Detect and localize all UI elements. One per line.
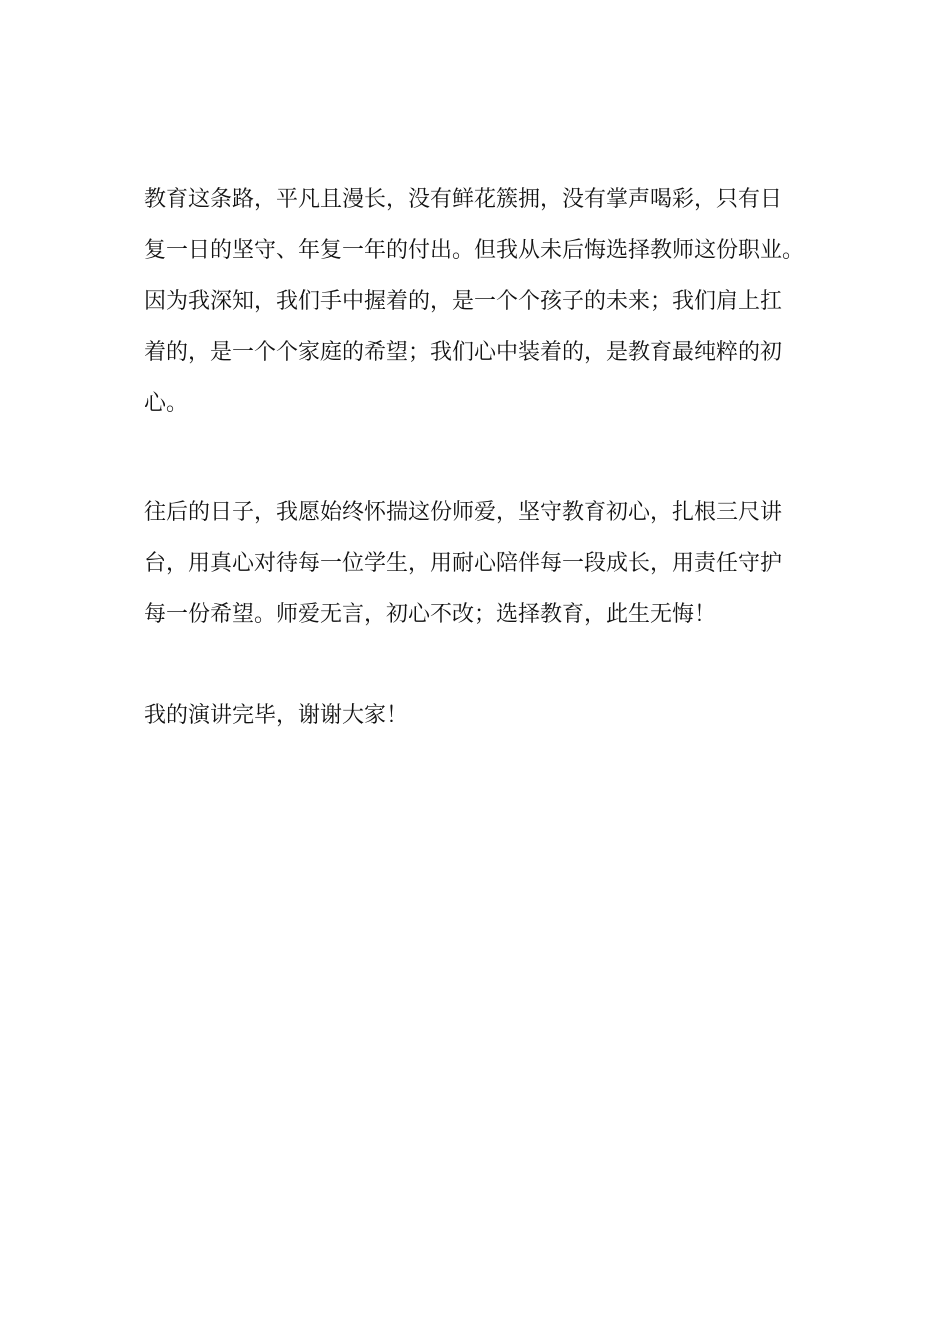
- text-line: 台，用真心对待每一位学生，用耐心陪伴每一段成长，用责任守护: [144, 551, 783, 576]
- paragraph-spacer: [144, 435, 824, 493]
- paragraph-1: [144, 180, 824, 435]
- paragraph-spacer: [144, 646, 824, 696]
- text-line: 因为我深知，我们手中握着的，是一个个孩子的未来；我们肩上扛: [144, 289, 783, 314]
- text-line: 心。: [144, 391, 189, 416]
- text-line: 每一份希望。师爱无言，初心不改；选择教育，此生无悔！: [144, 602, 717, 627]
- text-line: 复一日的坚守、年复一年的付出。但我从未后悔选择教师这份职业。: [144, 238, 805, 263]
- document-body: [144, 180, 824, 747]
- text-line: 我的演讲完毕，谢谢大家！: [144, 703, 409, 728]
- paragraph-3: [144, 696, 824, 747]
- paragraph-2: [144, 493, 824, 646]
- text-line: 着的，是一个个家庭的希望；我们心中装着的，是教育最纯粹的初: [144, 340, 783, 365]
- text-line: 往后的日子，我愿始终怀揣这份师爱，坚守教育初心，扎根三尺讲: [144, 500, 783, 525]
- text-line: 教育这条路，平凡且漫长，没有鲜花簇拥，没有掌声喝彩，只有日: [144, 187, 783, 212]
